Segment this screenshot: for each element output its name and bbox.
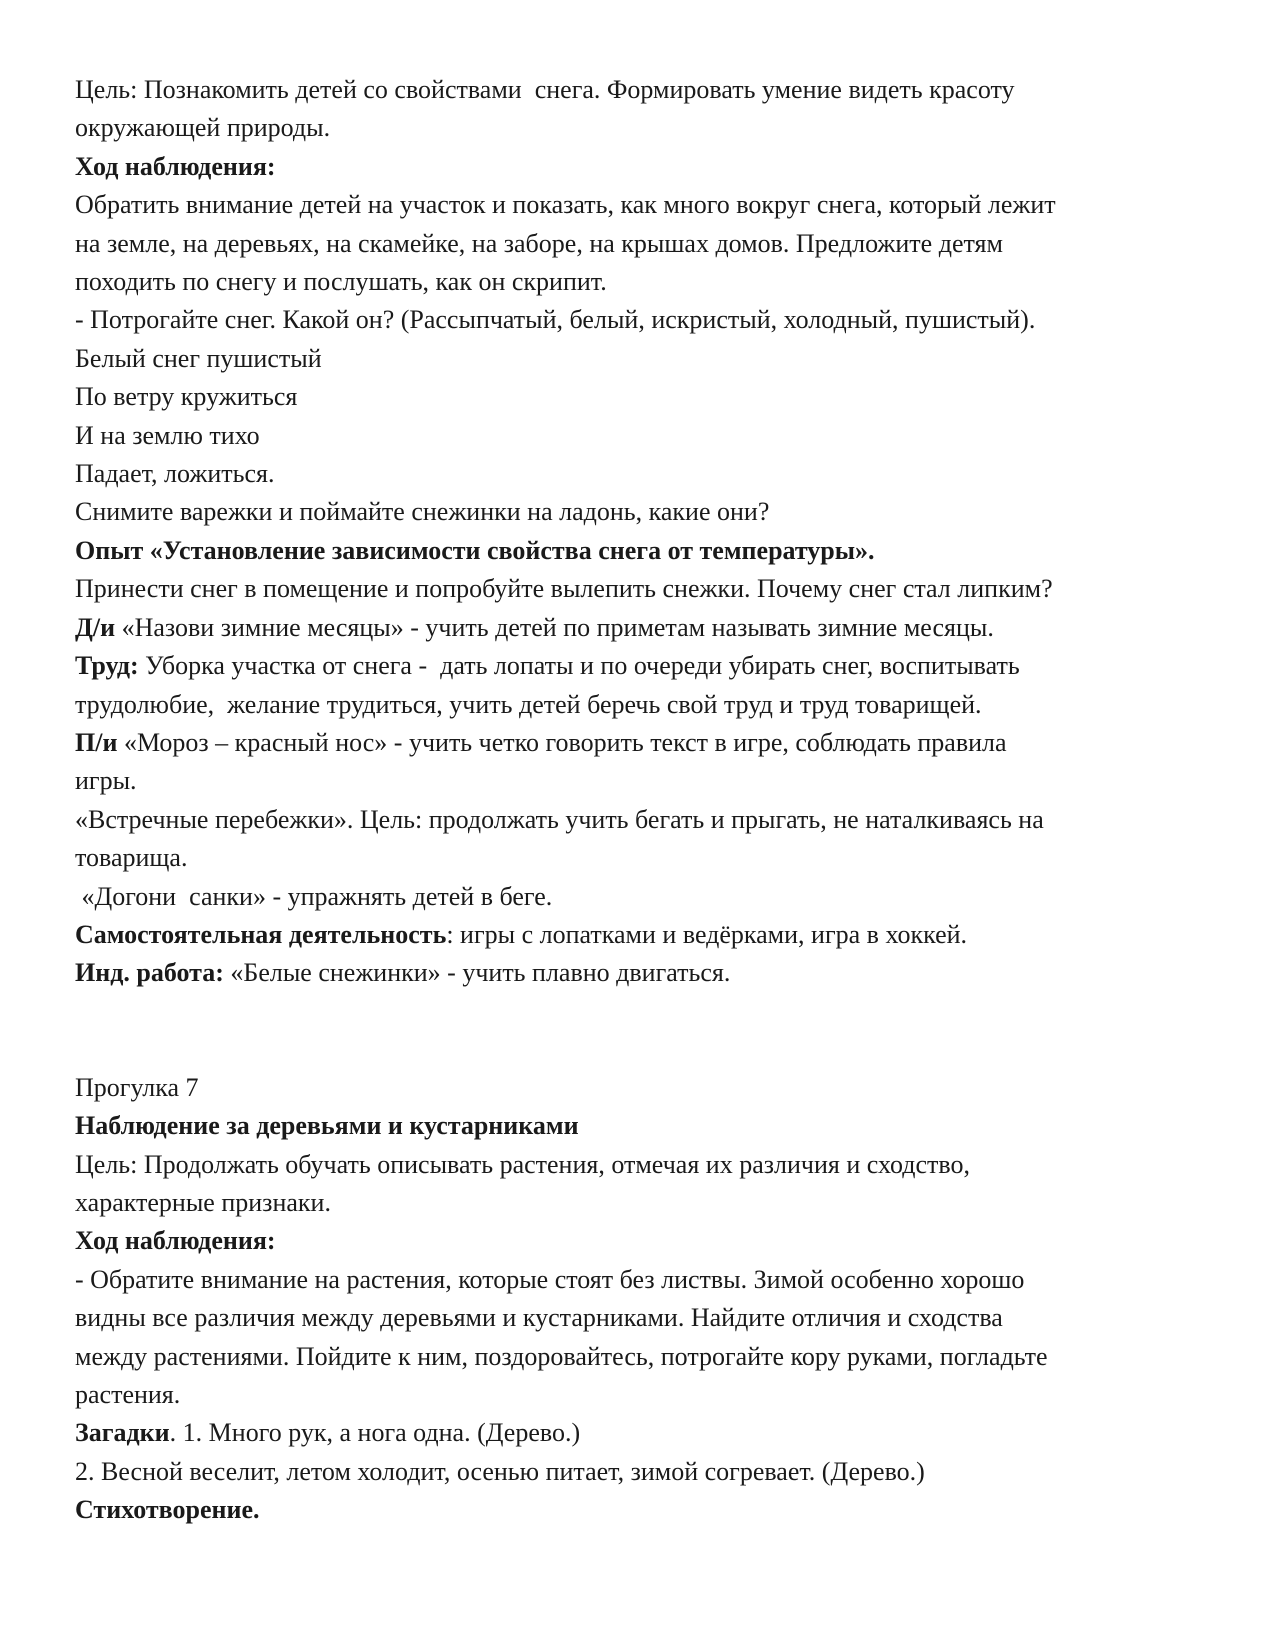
riddles-label: Загадки bbox=[75, 1418, 170, 1448]
independent-text: : игры с лопатками и ведёрками, игра в хоккей. bbox=[446, 919, 968, 949]
labor-label: Труд: bbox=[75, 651, 139, 681]
didactic-text: «Назови зимние месяцы» - учить детей по приметам называть зимние месяцы. bbox=[115, 612, 994, 642]
outdoor-text: «Мороз – красный нос» - учить четко говорить текст в игре, соблюдать правила bbox=[117, 727, 1007, 757]
progress-line: - Потрогайте снег. Какой он? (Рассыпчатый, белый, искристый, холодный, пушистый). bbox=[75, 305, 1036, 335]
spacer bbox=[75, 993, 1200, 1031]
goal-line-2: характерные признаки. bbox=[75, 1187, 331, 1217]
progress-line: на земле, на деревьях, на скамейке, на заборе, на крышах домов. Предложите детям bbox=[75, 228, 1003, 258]
progress-line: видны все различия между деревьями и кустарниками. Найдите отличия и сходства bbox=[75, 1303, 1003, 1333]
progress-line: - Обратите внимание на растения, которые стоят без листвы. Зимой особенно хорошо bbox=[75, 1264, 1025, 1294]
poem-line: По ветру кружиться bbox=[75, 382, 298, 412]
riddles-line bbox=[75, 1414, 1200, 1452]
outdoor-game-line-2: игры. bbox=[75, 766, 137, 796]
observation-heading: Наблюдение за деревьями и кустарниками bbox=[75, 1111, 579, 1141]
walk-title: Прогулка 7 bbox=[75, 1072, 199, 1102]
progress-heading: Ход наблюдения: bbox=[75, 1226, 276, 1256]
outdoor-game-line bbox=[75, 724, 1200, 762]
individual-label: Инд. работа: bbox=[75, 958, 224, 988]
question-line: Снимите варежки и поймайте снежинки на ладонь, какие они? bbox=[75, 497, 770, 527]
independent-label: Самостоятельная деятельность bbox=[75, 919, 447, 949]
progress-line: Обратить внимание детей на участок и показать, как много вокруг снега, который лежит bbox=[75, 190, 1056, 220]
individual-text: «Белые снежинки» - учить плавно двигаться. bbox=[223, 958, 731, 988]
riddles-text: . 1. Много рук, а нога одна. (Дерево.) bbox=[169, 1418, 581, 1448]
game2-line-2: товарища. bbox=[75, 843, 188, 873]
independent-activity-line bbox=[75, 916, 1200, 954]
goal-line-1: Цель: Продолжать обучать описывать растения, отмечая их различия и сходство, bbox=[75, 1149, 970, 1179]
experiment-heading: Опыт «Установление зависимости свойства снега от температуры». bbox=[75, 535, 875, 565]
experiment-text: Принести снег в помещение и попробуйте вылепить снежки. Почему снег стал липким? bbox=[75, 574, 1053, 604]
progress-line: походить по снегу и послушать, как он скрипит. bbox=[75, 267, 607, 297]
poem-line: И на землю тихо bbox=[75, 420, 260, 450]
outdoor-label: П/и bbox=[75, 727, 118, 757]
goal-line-1: Цель: Познакомить детей со свойствами снега. Формировать умение видеть красоту bbox=[75, 75, 1015, 104]
labor-line-2: трудолюбие, желание трудиться, учить детей беречь свой труд и труд товарищей. bbox=[75, 689, 982, 719]
labor-text: Уборка участка от снега - дать лопаты и по очереди убирать снег, воспитывать bbox=[138, 651, 1020, 681]
goal-line-2: окружающей природы. bbox=[75, 113, 331, 143]
spacer bbox=[75, 1031, 1200, 1069]
didactic-game-line bbox=[75, 609, 1200, 647]
progress-line: растения. bbox=[75, 1380, 181, 1409]
individual-work-line bbox=[75, 954, 1200, 992]
progress-line: между растениями. Пойдите к ним, поздоровайтесь, потрогайте кору руками, погладьте bbox=[75, 1341, 1048, 1371]
game2-line-1: «Встречные перебежки». Цель: продолжать учить бегать и прыгать, не наталкиваясь на bbox=[75, 804, 1044, 834]
riddle-2-line: 2. Весной веселит, летом холодит, осенью питает, зимой согревает. (Дерево.) bbox=[75, 1456, 925, 1486]
progress-heading: Ход наблюдения: bbox=[75, 151, 276, 181]
poem-line: Падает, ложиться. bbox=[75, 459, 275, 489]
poem-heading: Стихотворение. bbox=[75, 1495, 260, 1525]
poem-line: Белый снег пушистый bbox=[75, 343, 322, 373]
didactic-label: Д/и bbox=[75, 612, 116, 642]
labor-line bbox=[75, 647, 1200, 685]
game3-line: «Догони санки» - упражнять детей в беге. bbox=[75, 881, 553, 911]
document-page bbox=[75, 71, 1200, 1530]
